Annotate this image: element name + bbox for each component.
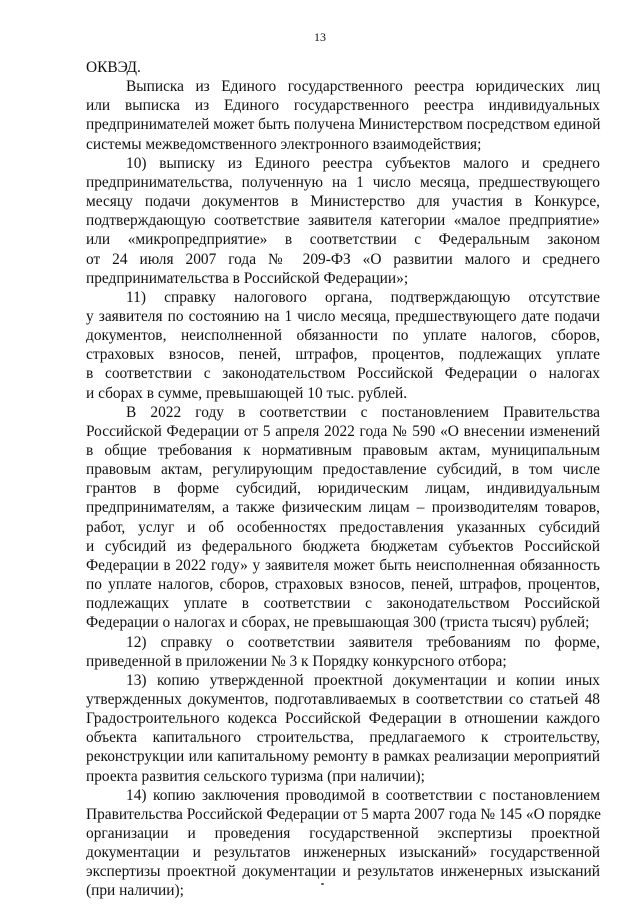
text-line: страховых взносов, пеней, штрафов, процентов, подлежащих уплате [86,346,600,364]
text-line: работ, услуг и об особенностях предоставления указанных субсидий [86,518,600,536]
text-line: реконструкции или капитальному ремонту в рамках реализации мероприятий [86,748,600,766]
text-line: месяцу подачи документов в Министерство для участия в Конкурсе, [86,193,600,210]
page-number: 13 [314,30,326,44]
text-line: документации и результатов инженерных изысканий» государственной [86,844,600,862]
text-line: документов, неисполненной обязанности по уплате налогов, сборов, [86,327,600,345]
text-line: правовым актам, регулирующим предоставление субсидий, в том числе [86,461,600,479]
text-line: в общие требования к нормативным правовым актам, муниципальным [86,442,600,459]
text-line: Федерации в 2022 году» у заявителя может быть неисполненная обязанность [86,556,600,574]
text-line: 12) справку о соответствии заявителя требованиям по форме, [126,633,600,651]
text-line: предпринимательства, полученную на 1 число месяца, предшествующего [86,173,600,191]
text-line: и сборах в сумме, превышающей 10 тыс. рублей. [86,384,408,402]
text-line: 10) выписку из Единого реестра субъектов малого и среднего [126,154,600,172]
text-line: подтверждающую соответствие заявителя категории «малое предприятие» [86,212,600,230]
text-line: (при наличии); [86,882,184,900]
text-line: Градостроительного кодекса Российской Федерации в отношении каждого [86,710,600,728]
text-line: утвержденных документов, подготавливаемых в соответствии со статьей 48 [86,690,600,708]
text-line: организации и проведения государственной экспертизы проектной [86,825,600,842]
scan-speck [321,883,324,885]
text-line: грантов в форме субсидий, юридическим лицам, индивидуальным [86,480,600,498]
text-line: или выписка из Единого государственного реестра индивидуальных [86,97,600,115]
text-line: 14) копию заключения проводимой в соответствии с постановлением [126,786,600,804]
text-line: предпринимателей может быть получена Министерством посредством единой [86,116,601,134]
text-line: проекта развития сельского туризма (при наличии); [86,767,425,785]
text-line: по уплате налогов, сборов, страховых взносов, пеней, штрафов, процентов, [86,576,600,593]
text-line: экспертизы проектной документации и результатов инженерных изысканий [86,863,600,881]
text-line: у заявителя по состоянию на 1 число месяца, предшествующего дате подачи [86,307,600,325]
text-line: предпринимателям, а также физическим лицам – производителям товаров, [86,499,600,517]
text-line: предпринимательства в Российской Федерации»; [86,269,409,287]
text-line: Выписка из Единого государственного реестра юридических лиц [126,78,600,96]
text-line: ОКВЭД. [86,59,141,76]
text-line: объекта капитального строительства, предлагаемого к строительству, [86,729,600,747]
text-line: системы межведомственного электронного взаимодействия; [86,135,482,153]
text-line: в соответствии с законодательством Российской Федерации о налогах [86,365,600,383]
text-line: от 24 июля 2007 года № 209-ФЗ «О развитии малого и среднего [86,250,600,268]
text-line: 11) справку налогового органа, подтверждающую отсутствие [126,288,600,306]
text-line: приведенной в приложении № 3 к Порядку конкурсного отбора; [86,652,507,670]
text-line: или «микропредприятие» в соответствии с Федеральным законом [86,231,600,249]
text-line: Федерации о налогах и сборах, не превышающая 300 (триста тысяч) рублей; [86,614,590,632]
text-line: 13) копию утвержденной проектной документации и копии иных [126,671,600,689]
text-line: подлежащих уплате в соответствии с законодательством Российской [86,595,600,613]
text-line: В 2022 году в соответствии с постановлением Правительства [126,403,600,421]
text-line: Российской Федерации от 5 апреля 2022 года № 590 «О внесении изменений [86,422,600,440]
text-line: и субсидий из федерального бюджета бюджетам субъектов Российской [86,537,600,555]
text-line: Правительства Российской Федерации от 5 марта 2007 года № 145 «О порядке [86,805,601,823]
